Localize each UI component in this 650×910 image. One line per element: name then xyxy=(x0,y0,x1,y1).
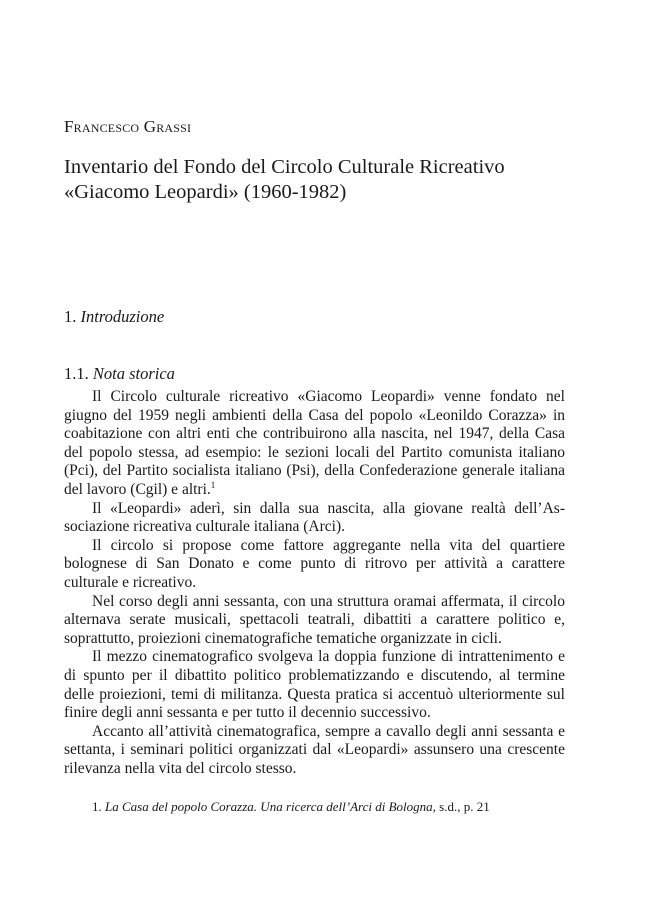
footnote-source-title: La Casa del popolo Corazza. Una ricerca dell’Arci di Bologna xyxy=(105,799,433,814)
title-line-1: Inventario del Fondo del Circolo Culturale Ricreativo xyxy=(64,156,505,178)
body-text xyxy=(64,388,565,778)
footnote xyxy=(92,799,572,815)
footnote-number: 1. xyxy=(92,799,102,814)
paragraph: Il circolo si propose come fattore aggregante nella vita del quartiere bolognese di San Donato e come punto di ritrovo per attività a carattere culturale e ricreativo. xyxy=(64,536,565,591)
paragraph: Accanto all’attività cinematografica, sempre a cavallo degli anni sessanta e settanta, i seminari politici organizzati dal «Leopardi» assunsero una crescente rilevanza nella vita del circolo stesso. xyxy=(64,722,565,777)
subsection-heading xyxy=(64,364,175,384)
document-title xyxy=(64,155,574,205)
paragraph: Il «Leopardi» aderì, sin dalla sua nascita, alla giovane realtà dell’Associazione ricreativa culturale italiana (Arci). xyxy=(64,499,565,536)
section-title: Introduzione xyxy=(80,307,165,326)
subsection-number: 1.1. xyxy=(64,364,89,383)
paragraph: Nel corso degli anni sessanta, con una struttura oramai affermata, il circolo alternava serate musicali, spettacoli teatrali, dibattiti a carattere politico e, soprattutto, proiezioni cinematografiche tematiche organizzate in cicli. xyxy=(64,592,565,647)
footnote-reference: 1 xyxy=(210,479,216,490)
title-line-2: «Giacomo Leopardi» (1960-1982) xyxy=(64,181,347,203)
author-name: Francesco Grassi xyxy=(64,117,192,136)
section-heading xyxy=(64,307,164,327)
footnote-details: , s.d., p. 21 xyxy=(432,799,490,814)
paragraph xyxy=(64,388,565,500)
paragraph: Il mezzo cinematografico svolgeva la doppia funzione di intrattenimento e di spunto per il dibattito politico problematizzando e discutendo, al termine delle proiezioni, temi di militanza. Questa pratica si accentuò ulteriormente sul finire degli anni sessanta e per tutto il decennio successivo. xyxy=(64,648,565,722)
section-number: 1. xyxy=(64,307,77,326)
subsection-title: Nota storica xyxy=(92,364,175,383)
paragraph-text: Il Circolo culturale ricreativo «Giacomo Leopardi» venne fondato nel giugno del 1959 negli ambienti della Casa del popolo «Leonildo Corazza» in coabitazione con altri enti che contribuirono alla nascita, nel 1947, della Casa del popolo stessa, ad esempio: le sezioni locali del Partito comunista italiano (Pci), del Partito socialista italiano (Psi), della Confederazione generale italiana del lavoro (Cgil) e altri. xyxy=(64,388,565,498)
